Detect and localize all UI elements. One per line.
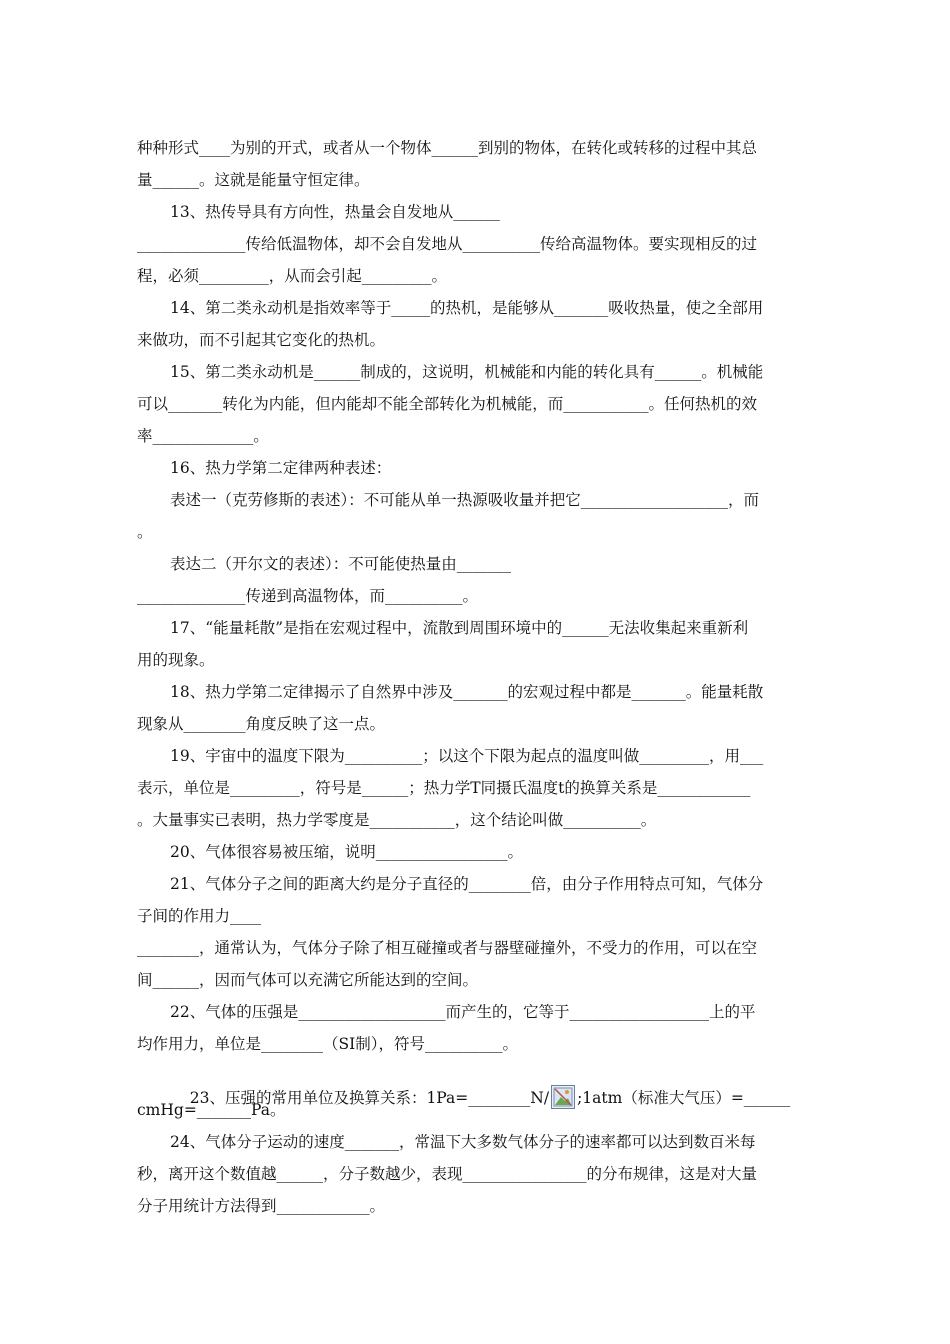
text-line: 子间的作用力____ — [137, 907, 262, 925]
text-line: 间______，因而气体可以充满它所能达到的空间。 — [137, 971, 479, 989]
text-line: 表达二（开尔文的表述）：不可能使热量由_______ — [170, 555, 512, 573]
text-line: 现象从________角度反映了这一点。 — [137, 715, 386, 733]
text-line: 15、第二类永动机是______制成的，这说明，机械能和内能的转化具有______。机械能 — [170, 363, 764, 381]
text-line: 均作用力，单位是________（SI制），符号__________。 — [137, 1035, 518, 1053]
text-line: 率_____________。 — [137, 427, 269, 445]
question-23-before: 23、压强的常用单位及换算关系：1Pa=________N/ — [189, 1089, 550, 1107]
text-line: 22、气体的压强是___________________而产生的，它等于__________________上的平 — [170, 1003, 756, 1021]
text-line: ______________传给低温物体，却不会自发地从__________传给高温物体。要实现相反的过 — [137, 235, 758, 253]
text-line: 21、气体分子之间的距离大约是分子直径的________倍，由分子作用特点可知，气体分 — [170, 875, 764, 893]
text-line: ______________传递到高温物体，而__________。 — [137, 587, 479, 605]
question-23-line-2: cmHg=_______Pa。 — [137, 1101, 286, 1119]
text-line: 。大量事实已表明，热力学零度是___________，这个结论叫做__________。 — [137, 811, 657, 829]
text-line: 19、宇宙中的温度下限为__________；以这个下限为起点的温度叫做_________，用___ — [170, 747, 764, 765]
text-line: 17、“能量耗散”是指在宏观过程中，流散到周围环境中的______无法收集起来重新利 — [170, 619, 749, 637]
text-line: 24、气体分子运动的速度_______，常温下大多数气体分子的速率都可以达到数百米每 — [170, 1133, 756, 1151]
text-line: 可以_______转化为内能，但内能却不能全部转化为机械能，而___________。任何热机的效 — [137, 395, 758, 413]
text-line: ________，通常认为，气体分子除了相互碰撞或者与器壁碰撞外，不受力的作用，可以在空 — [137, 939, 758, 957]
text-line: 表示，单位是_________，符号是______；热力学T同摄氏温度t的换算关系是____________ — [137, 779, 751, 797]
broken-image-icon — [551, 1085, 575, 1109]
text-line: 种种形式____为别的开式，或者从一个物体______到别的物体，在转化或转移的过程中其总 — [137, 139, 758, 157]
text-line: 13、热传导具有方向性，热量会自发地从______ — [170, 203, 500, 221]
text-line: 。 — [137, 523, 153, 541]
text-line: 表述一（克劳修斯的表述）：不可能从单一热源吸收量并把它___________________，而 — [170, 491, 760, 509]
text-line: 用的现象。 — [137, 651, 215, 669]
question-23-after: ;1atm（标准大气压）=______ — [577, 1089, 791, 1107]
text-line: 18、热力学第二定律揭示了自然界中涉及_______的宏观过程中都是_______。能量耗散 — [170, 683, 764, 701]
text-line: 16、热力学第二定律两种表述： — [170, 459, 392, 477]
text-line: 20、气体很容易被压缩，说明_________________。 — [170, 843, 523, 861]
text-line: 秒，离开这个数值越______，分子数越少，表现________________的分布规律，这是对大量 — [137, 1165, 758, 1183]
text-line: 程，必须_________，从而会引起_________。 — [137, 267, 448, 285]
text-line: 来做功，而不引起其它变化的热机。 — [137, 331, 386, 349]
text-line: 量______。这就是能量守恒定律。 — [137, 171, 370, 189]
text-line: 分子用统计方法得到____________。 — [137, 1197, 386, 1215]
text-line: 14、第二类永动机是指效率等于_____的热机，是能够从_______吸收热量，使之全部用 — [170, 299, 764, 317]
